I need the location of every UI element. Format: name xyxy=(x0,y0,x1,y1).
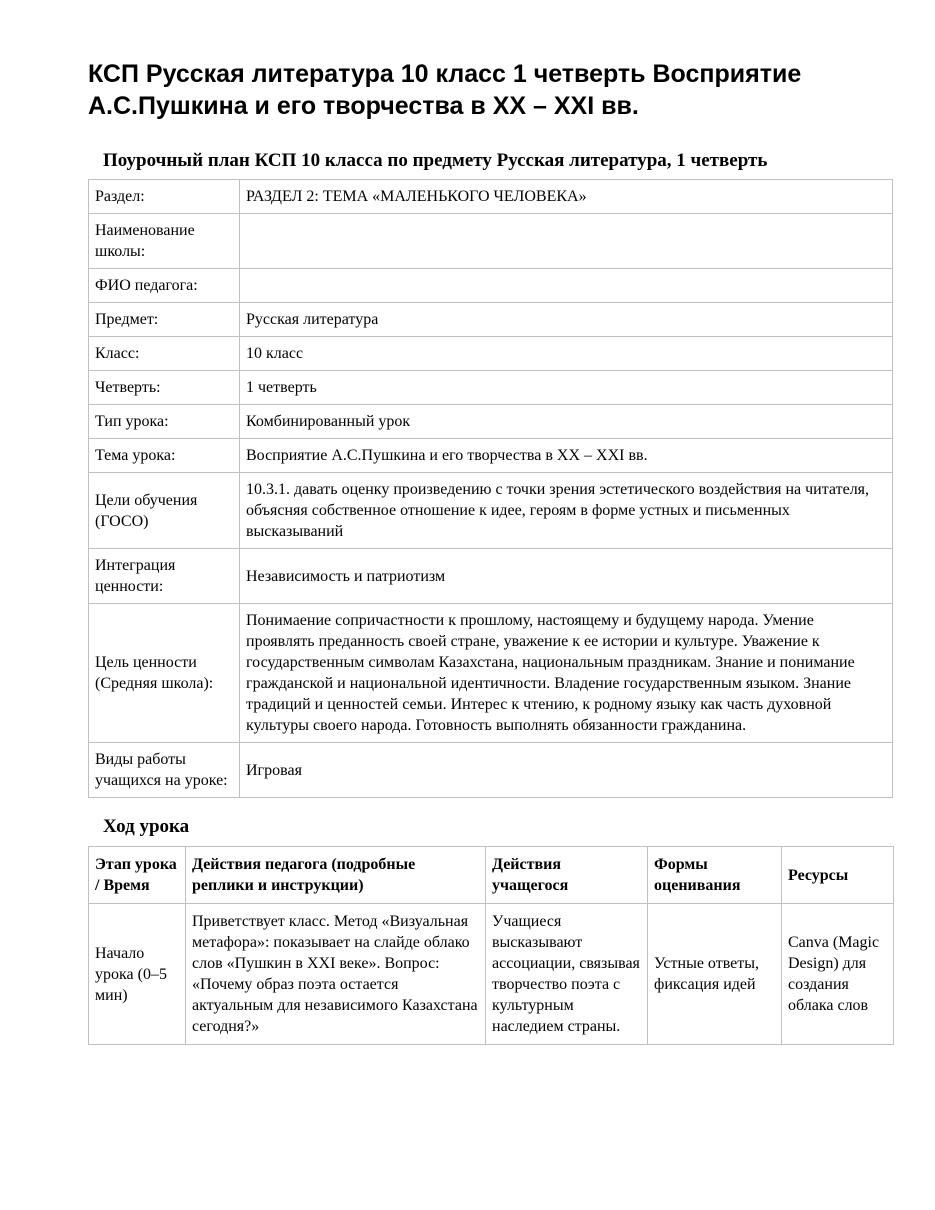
lesson-student-cell: Учащиеся высказывают ассоциации, связывая творчество поэта с культурным наследием страны. xyxy=(486,904,648,1045)
plan-value: Восприятие А.С.Пушкина и его творчества в XX – XXI вв. xyxy=(240,439,893,473)
plan-value xyxy=(240,269,893,303)
plan-label: Четверть: xyxy=(89,371,240,405)
plan-value: Игровая xyxy=(240,743,893,798)
lesson-teacher-cell: Приветствует класс. Метод «Визуальная метафора»: показывает на слайде облако слов «Пушкин в XXI веке». Вопрос: «Почему образ поэта остается актуальным для независимого Казахстана сегодня?» xyxy=(186,904,486,1045)
lesson-header-row xyxy=(89,847,894,904)
plan-row-school xyxy=(89,214,893,269)
plan-row-section xyxy=(89,180,893,214)
plan-value: РАЗДЕЛ 2: ТЕМА «МАЛЕНЬКОГО ЧЕЛОВЕКА» xyxy=(240,180,893,214)
plan-row-quarter xyxy=(89,371,893,405)
plan-row-value-goal xyxy=(89,604,893,743)
plan-row-teacher xyxy=(89,269,893,303)
plan-label: Тема урока: xyxy=(89,439,240,473)
plan-label: Виды работы учащихся на уроке: xyxy=(89,743,240,798)
plan-row-lesson-type xyxy=(89,405,893,439)
lesson-heading: Ход урока xyxy=(103,816,190,837)
column-header-teacher-actions: Действия педагога (подробные реплики и инструкции) xyxy=(186,847,486,904)
plan-value xyxy=(240,214,893,269)
plan-label: Цели обучения (ГОСО) xyxy=(89,473,240,549)
table-row xyxy=(89,904,894,1045)
plan-value: 1 четверть xyxy=(240,371,893,405)
plan-label: Наименование школы: xyxy=(89,214,240,269)
plan-label: Цель ценности (Средняя школа): xyxy=(89,604,240,743)
lesson-resources-cell: Canva (Magic Design) для создания облака слов xyxy=(782,904,894,1045)
lesson-table xyxy=(88,846,894,1045)
plan-row-learning-goals xyxy=(89,473,893,549)
plan-row-work-types xyxy=(89,743,893,798)
lesson-assessment-cell: Устные ответы, фиксация идей xyxy=(648,904,782,1045)
column-header-student-actions: Действия учащегося xyxy=(486,847,648,904)
plan-value: Понимаение сопричастности к прошлому, настоящему и будущему народа. Умение проявлять преданность своей стране, уважение к ее истории и культуре. Уважение к государственным символам Казахстана, национальным праздникам. Знание и понимание гражданской и национальной идентичности. Владение государственным языком. Знание традиций и ценностей семьи. Интерес к чтению, к родному языку как часть духовной культуры своего народа. Готовность выполнять обязанности гражданина. xyxy=(240,604,893,743)
document-title: КСП Русская литература 10 класс 1 четверть Восприятие А.С.Пушкина и его творчества в XX – XXI вв. xyxy=(88,60,802,120)
column-header-resources: Ресурсы xyxy=(782,847,894,904)
plan-label: Класс: xyxy=(89,337,240,371)
plan-value: Комбинированный урок xyxy=(240,405,893,439)
column-header-stage: Этап урока / Время xyxy=(89,847,186,904)
plan-label: Тип урока: xyxy=(89,405,240,439)
plan-heading: Поурочный план КСП 10 класса по предмету Русская литература, 1 четверть xyxy=(103,150,768,171)
column-header-assessment: Формы оценивания xyxy=(648,847,782,904)
plan-value: Русская литература xyxy=(240,303,893,337)
document-page xyxy=(88,58,893,1045)
plan-row-topic xyxy=(89,439,893,473)
plan-row-subject xyxy=(89,303,893,337)
plan-row-grade xyxy=(89,337,893,371)
plan-label: Интеграция ценности: xyxy=(89,549,240,604)
plan-table xyxy=(88,179,893,798)
plan-label: ФИО педагога: xyxy=(89,269,240,303)
plan-label: Предмет: xyxy=(89,303,240,337)
plan-value: Независимость и патриотизм xyxy=(240,549,893,604)
plan-row-value-integration xyxy=(89,549,893,604)
plan-value: 10.3.1. давать оценку произведению с точки зрения эстетического воздействия на читателя, объясняя собственное отношение к идее, героям в форме устных и письменных высказываний xyxy=(240,473,893,549)
plan-value: 10 класс xyxy=(240,337,893,371)
plan-label: Раздел: xyxy=(89,180,240,214)
lesson-stage-cell: Начало урока (0–5 мин) xyxy=(89,904,186,1045)
